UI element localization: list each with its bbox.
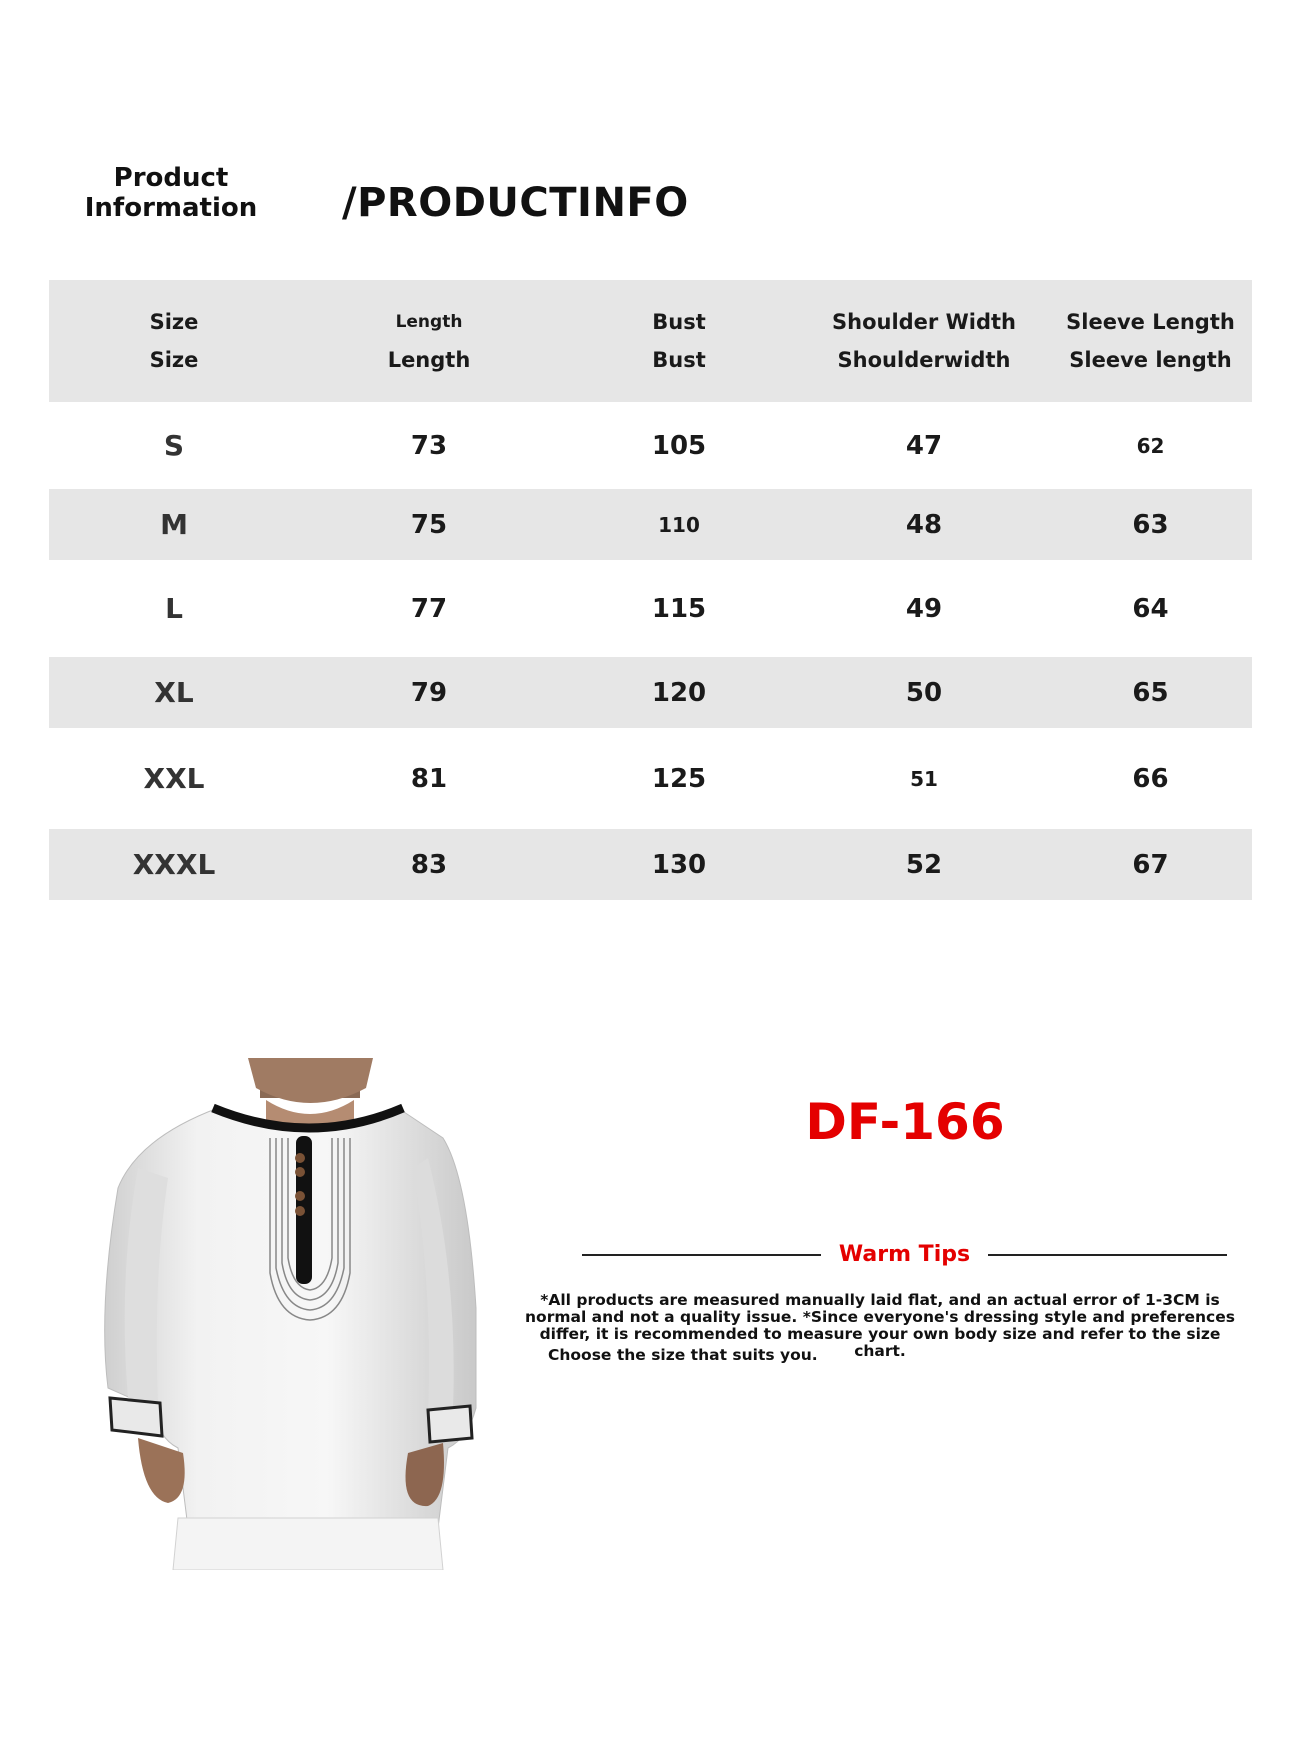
bust-cell: 110 bbox=[658, 512, 700, 537]
heading-line-2: Information bbox=[84, 193, 258, 223]
table-row bbox=[49, 489, 1252, 560]
productinfo-heading: /PRODUCTINFO bbox=[342, 180, 689, 226]
warm-tips-text: *All products are measured manually laid flat, and an actual error of 1-3CM is normal and not a quality issue. *Since everyone's dressing style and preferences differ, it is recommended to measure your own body size and refer to the size chart. bbox=[525, 1291, 1235, 1360]
shoulder-cell: 51 bbox=[910, 766, 938, 791]
warm-tips-divider bbox=[582, 1242, 1227, 1267]
product-information-heading bbox=[56, 163, 286, 223]
bust-cell: 120 bbox=[651, 677, 707, 708]
divider-line-right bbox=[988, 1254, 1227, 1256]
shoulder-cell: 52 bbox=[905, 849, 943, 880]
size-cell: L bbox=[165, 592, 183, 625]
divider-line-left bbox=[582, 1254, 821, 1256]
size-cell: S bbox=[163, 429, 185, 462]
sleeve-cell: 63 bbox=[1132, 509, 1169, 540]
size-chart-table bbox=[49, 280, 1252, 900]
sleeve-cell: 65 bbox=[1132, 677, 1169, 708]
header-bust: Bust Bust bbox=[652, 310, 706, 372]
length-cell: 73 bbox=[410, 430, 448, 461]
table-header-row bbox=[49, 280, 1252, 402]
sleeve-cell: 66 bbox=[1132, 763, 1169, 794]
shoulder-cell: 50 bbox=[905, 677, 943, 708]
table-row bbox=[49, 560, 1252, 657]
sleeve-cell: 64 bbox=[1132, 593, 1169, 624]
warm-tips-title: Warm Tips bbox=[838, 1242, 971, 1267]
header-size: Size Size bbox=[149, 310, 199, 372]
bust-cell: 105 bbox=[651, 430, 707, 461]
sleeve-cell: 62 bbox=[1136, 433, 1165, 458]
bust-cell: 125 bbox=[651, 763, 707, 794]
heading-line-1: Product bbox=[113, 163, 229, 193]
bust-cell: 115 bbox=[651, 593, 707, 624]
shoulder-cell: 49 bbox=[905, 593, 943, 624]
header-length: Length Length bbox=[387, 312, 471, 372]
table-row bbox=[49, 829, 1252, 900]
product-photo bbox=[98, 1058, 478, 1570]
shoulder-cell: 48 bbox=[905, 509, 943, 540]
white-henley-shirt-icon bbox=[98, 1058, 478, 1570]
length-cell: 77 bbox=[410, 593, 448, 624]
length-cell: 83 bbox=[410, 849, 448, 880]
sleeve-cell: 67 bbox=[1132, 849, 1169, 880]
warm-tips-text-2: Choose the size that suits you. bbox=[548, 1346, 818, 1364]
length-cell: 79 bbox=[410, 677, 448, 708]
size-cell: M bbox=[160, 508, 188, 541]
table-row bbox=[49, 657, 1252, 728]
table-row bbox=[49, 728, 1252, 829]
size-cell: XXXL bbox=[132, 848, 216, 881]
bust-cell: 130 bbox=[651, 849, 707, 880]
header-shoulder-width: Shoulder Width Shoulderwidth bbox=[832, 310, 1016, 372]
size-cell: XXL bbox=[143, 762, 205, 795]
header-sleeve-length: Sleeve Length Sleeve length bbox=[1066, 310, 1235, 372]
table-row bbox=[49, 402, 1252, 489]
size-cell: XL bbox=[154, 676, 194, 709]
length-cell: 75 bbox=[410, 509, 448, 540]
shoulder-cell: 47 bbox=[905, 430, 943, 461]
length-cell: 81 bbox=[410, 763, 448, 794]
product-code: DF-166 bbox=[805, 1093, 1005, 1151]
